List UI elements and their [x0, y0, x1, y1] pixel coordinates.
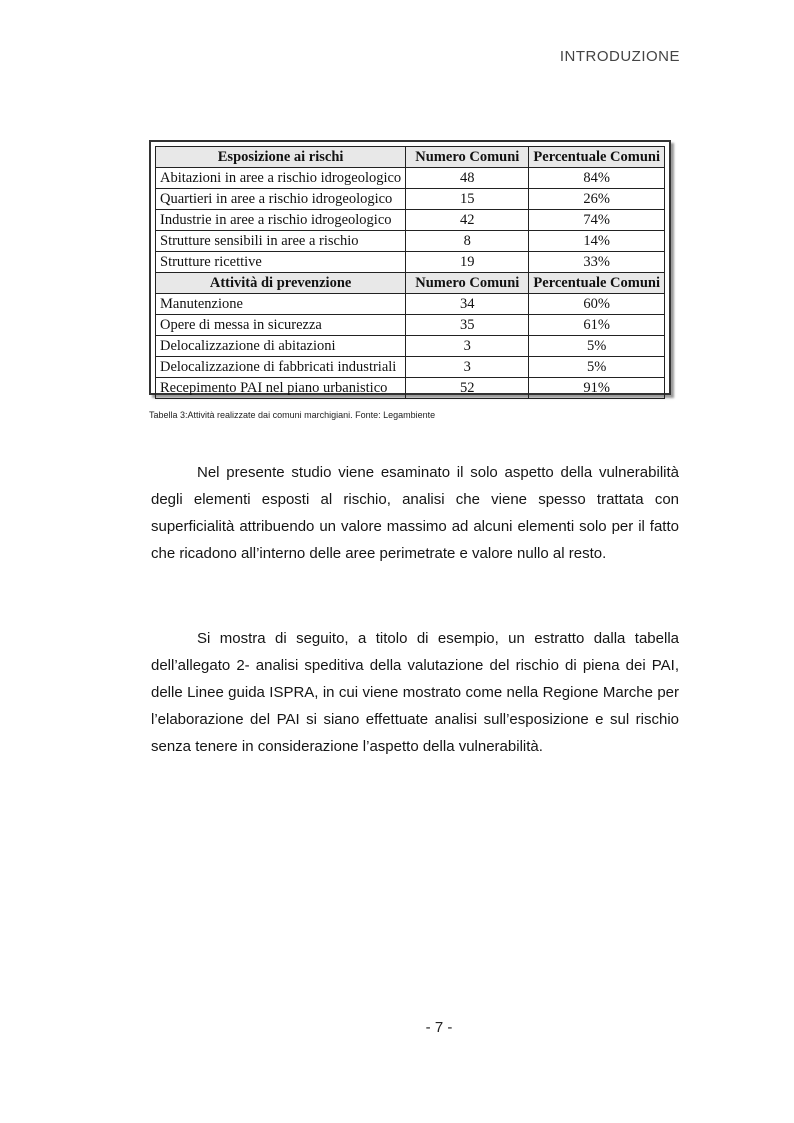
table-cell-label: Delocalizzazione di fabbricati industriali: [156, 357, 406, 378]
table-row: [156, 315, 665, 336]
table-header-row: [156, 147, 665, 168]
column-header: Percentuale Comuni: [529, 273, 665, 294]
table-cell-count: 8: [406, 231, 529, 252]
table-cell-label: Quartieri in aree a rischio idrogeologico: [156, 189, 406, 210]
table-cell-count: 52: [406, 378, 529, 399]
table-cell-label: Delocalizzazione di abitazioni: [156, 336, 406, 357]
table-cell-percent: 33%: [529, 252, 665, 273]
column-header: Percentuale Comuni: [529, 147, 665, 168]
table-cell-percent: 60%: [529, 294, 665, 315]
table-row: [156, 378, 665, 399]
table-cell-count: 35: [406, 315, 529, 336]
table-caption: Tabella 3:Attività realizzate dai comuni marchigiani. Fonte: Legambiente: [149, 410, 436, 420]
table-cell-count: 48: [406, 168, 529, 189]
column-header: Attività di prevenzione: [156, 273, 406, 294]
table-row: [156, 357, 665, 378]
page-number-text: - 7 -: [425, 1019, 453, 1036]
data-table-frame: [149, 140, 671, 395]
table-cell-percent: 91%: [529, 378, 665, 399]
table-row: [156, 294, 665, 315]
page-number: [0, 1019, 794, 1036]
column-header: Numero Comuni: [406, 147, 529, 168]
table-header-row: [156, 273, 665, 294]
table-cell-percent: 14%: [529, 231, 665, 252]
table-cell-count: 3: [406, 357, 529, 378]
table-cell-label: Industrie in aree a rischio idrogeologico: [156, 210, 406, 231]
table-cell-percent: 5%: [529, 357, 665, 378]
table-cell-percent: 84%: [529, 168, 665, 189]
table-cell-label: Manutenzione: [156, 294, 406, 315]
table-cell-count: 3: [406, 336, 529, 357]
table-row: [156, 210, 665, 231]
table-cell-percent: 5%: [529, 336, 665, 357]
table-cell-label: Recepimento PAI nel piano urbanistico: [156, 378, 406, 399]
column-header: Numero Comuni: [406, 273, 529, 294]
table-cell-percent: 61%: [529, 315, 665, 336]
table-cell-label: Strutture sensibili in aree a rischio: [156, 231, 406, 252]
running-head: INTRODUZIONE: [559, 48, 680, 65]
table-cell-count: 42: [406, 210, 529, 231]
table-row: [156, 231, 665, 252]
table-row: [156, 168, 665, 189]
paragraph-text: Nel presente studio viene esaminato il solo aspetto della vulnerabilità degli elementi esposti al rischio, analisi che viene spesso trattata con superficialità attribuendo un valore massimo ad alcuni elementi solo per il fatto che ricadono all’interno delle aree perimetrate e valore nullo al resto.: [151, 464, 679, 562]
table-cell-label: Abitazioni in aree a rischio idrogeologico: [156, 168, 406, 189]
table-cell-label: Opere di messa in sicurezza: [156, 315, 406, 336]
table-cell-percent: 26%: [529, 189, 665, 210]
table-row: [156, 252, 665, 273]
table-row: [156, 336, 665, 357]
paragraph-text: Si mostra di seguito, a titolo di esempio, un estratto dalla tabella dell’allegato 2- analisi speditiva della valutazione del rischio di piena dei PAI, delle Linee guida ISPRA, in cui viene mostrato come nella Regione Marche per l’elaborazione del PAI si siano effettuate analisi sull’esposizione e sul rischio senza tenere in considerazione l’aspetto della vulnerabilità.: [151, 630, 679, 755]
table-cell-count: 34: [406, 294, 529, 315]
body-paragraph: [151, 625, 679, 760]
table-row: [156, 189, 665, 210]
risk-prevention-table: [155, 146, 665, 399]
body-paragraph: [151, 459, 679, 567]
column-header: Esposizione ai rischi: [156, 147, 406, 168]
table-cell-percent: 74%: [529, 210, 665, 231]
table-cell-count: 19: [406, 252, 529, 273]
table-cell-count: 15: [406, 189, 529, 210]
table-cell-label: Strutture ricettive: [156, 252, 406, 273]
